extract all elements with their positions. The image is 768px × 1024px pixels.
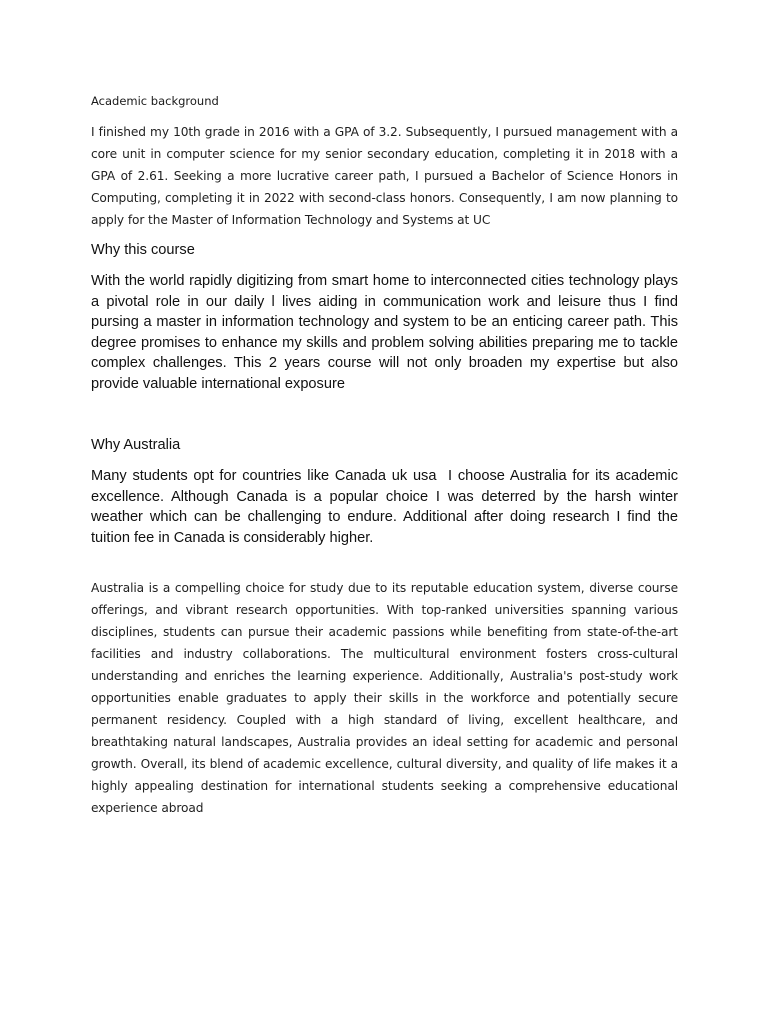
why-australia-heading: Why Australia xyxy=(91,437,181,453)
academic-background-heading: Academic background xyxy=(91,94,219,108)
why-this-course-paragraph: With the world rapidly digitizing from smart home to interconnected cities technology plays a pivotal role in our daily l lives aiding in communication work and leisure thus I find pursing a master in information technology and system to be an enticing career path. This degree promises to enhance my skills and problem solving abilities preparing me to tackle complex challenges. This 2 years course will not only broaden my expertise but also provide valuable international exposure xyxy=(91,273,678,392)
academic-background-paragraph: I finished my 10th grade in 2016 with a GPA of 3.2. Subsequently, I pursued management with a core unit in computer science for my senior secondary education, completing it in 2018 with a GPA of 2.61. Seeking a more lucrative career path, I pursued a Bachelor of Science Honors in Computing, completing it in 2022 with second-class honors. Consequently, I am now planning to apply for the Master of Information Technology and Systems at UC xyxy=(91,125,678,227)
why-this-course-heading: Why this course xyxy=(91,242,195,258)
australia-benefits-paragraph: Australia is a compelling choice for study due to its reputable education system, diverse course offerings, and vibrant research opportunities. With top-ranked universities spanning various disciplines, students can pursue their academic passions while benefiting from state-of-the-art facilities and industry collaborations. The multicultural environment fosters cross-cultural understanding and enriches the learning experience. Additionally, Australia's post-study work opportunities enable graduates to apply their skills in the workforce and potentially secure permanent residency. Coupled with a high standard of living, excellent healthcare, and breathtaking natural landscapes, Australia provides an ideal setting for academic and personal growth. Overall, its blend of academic excellence, cultural diversity, and quality of life makes it a highly appealing destination for international students seeking a comprehensive educational experience abroad xyxy=(91,581,678,815)
why-australia-paragraph: Many students opt for countries like Canada uk usa I choose Australia for its academic excellence. Although Canada is a popular choice I was deterred by the harsh winter weather which can be challenging to endure. Additional after doing research I find the tuition fee in Canada is considerably higher. xyxy=(91,468,683,546)
